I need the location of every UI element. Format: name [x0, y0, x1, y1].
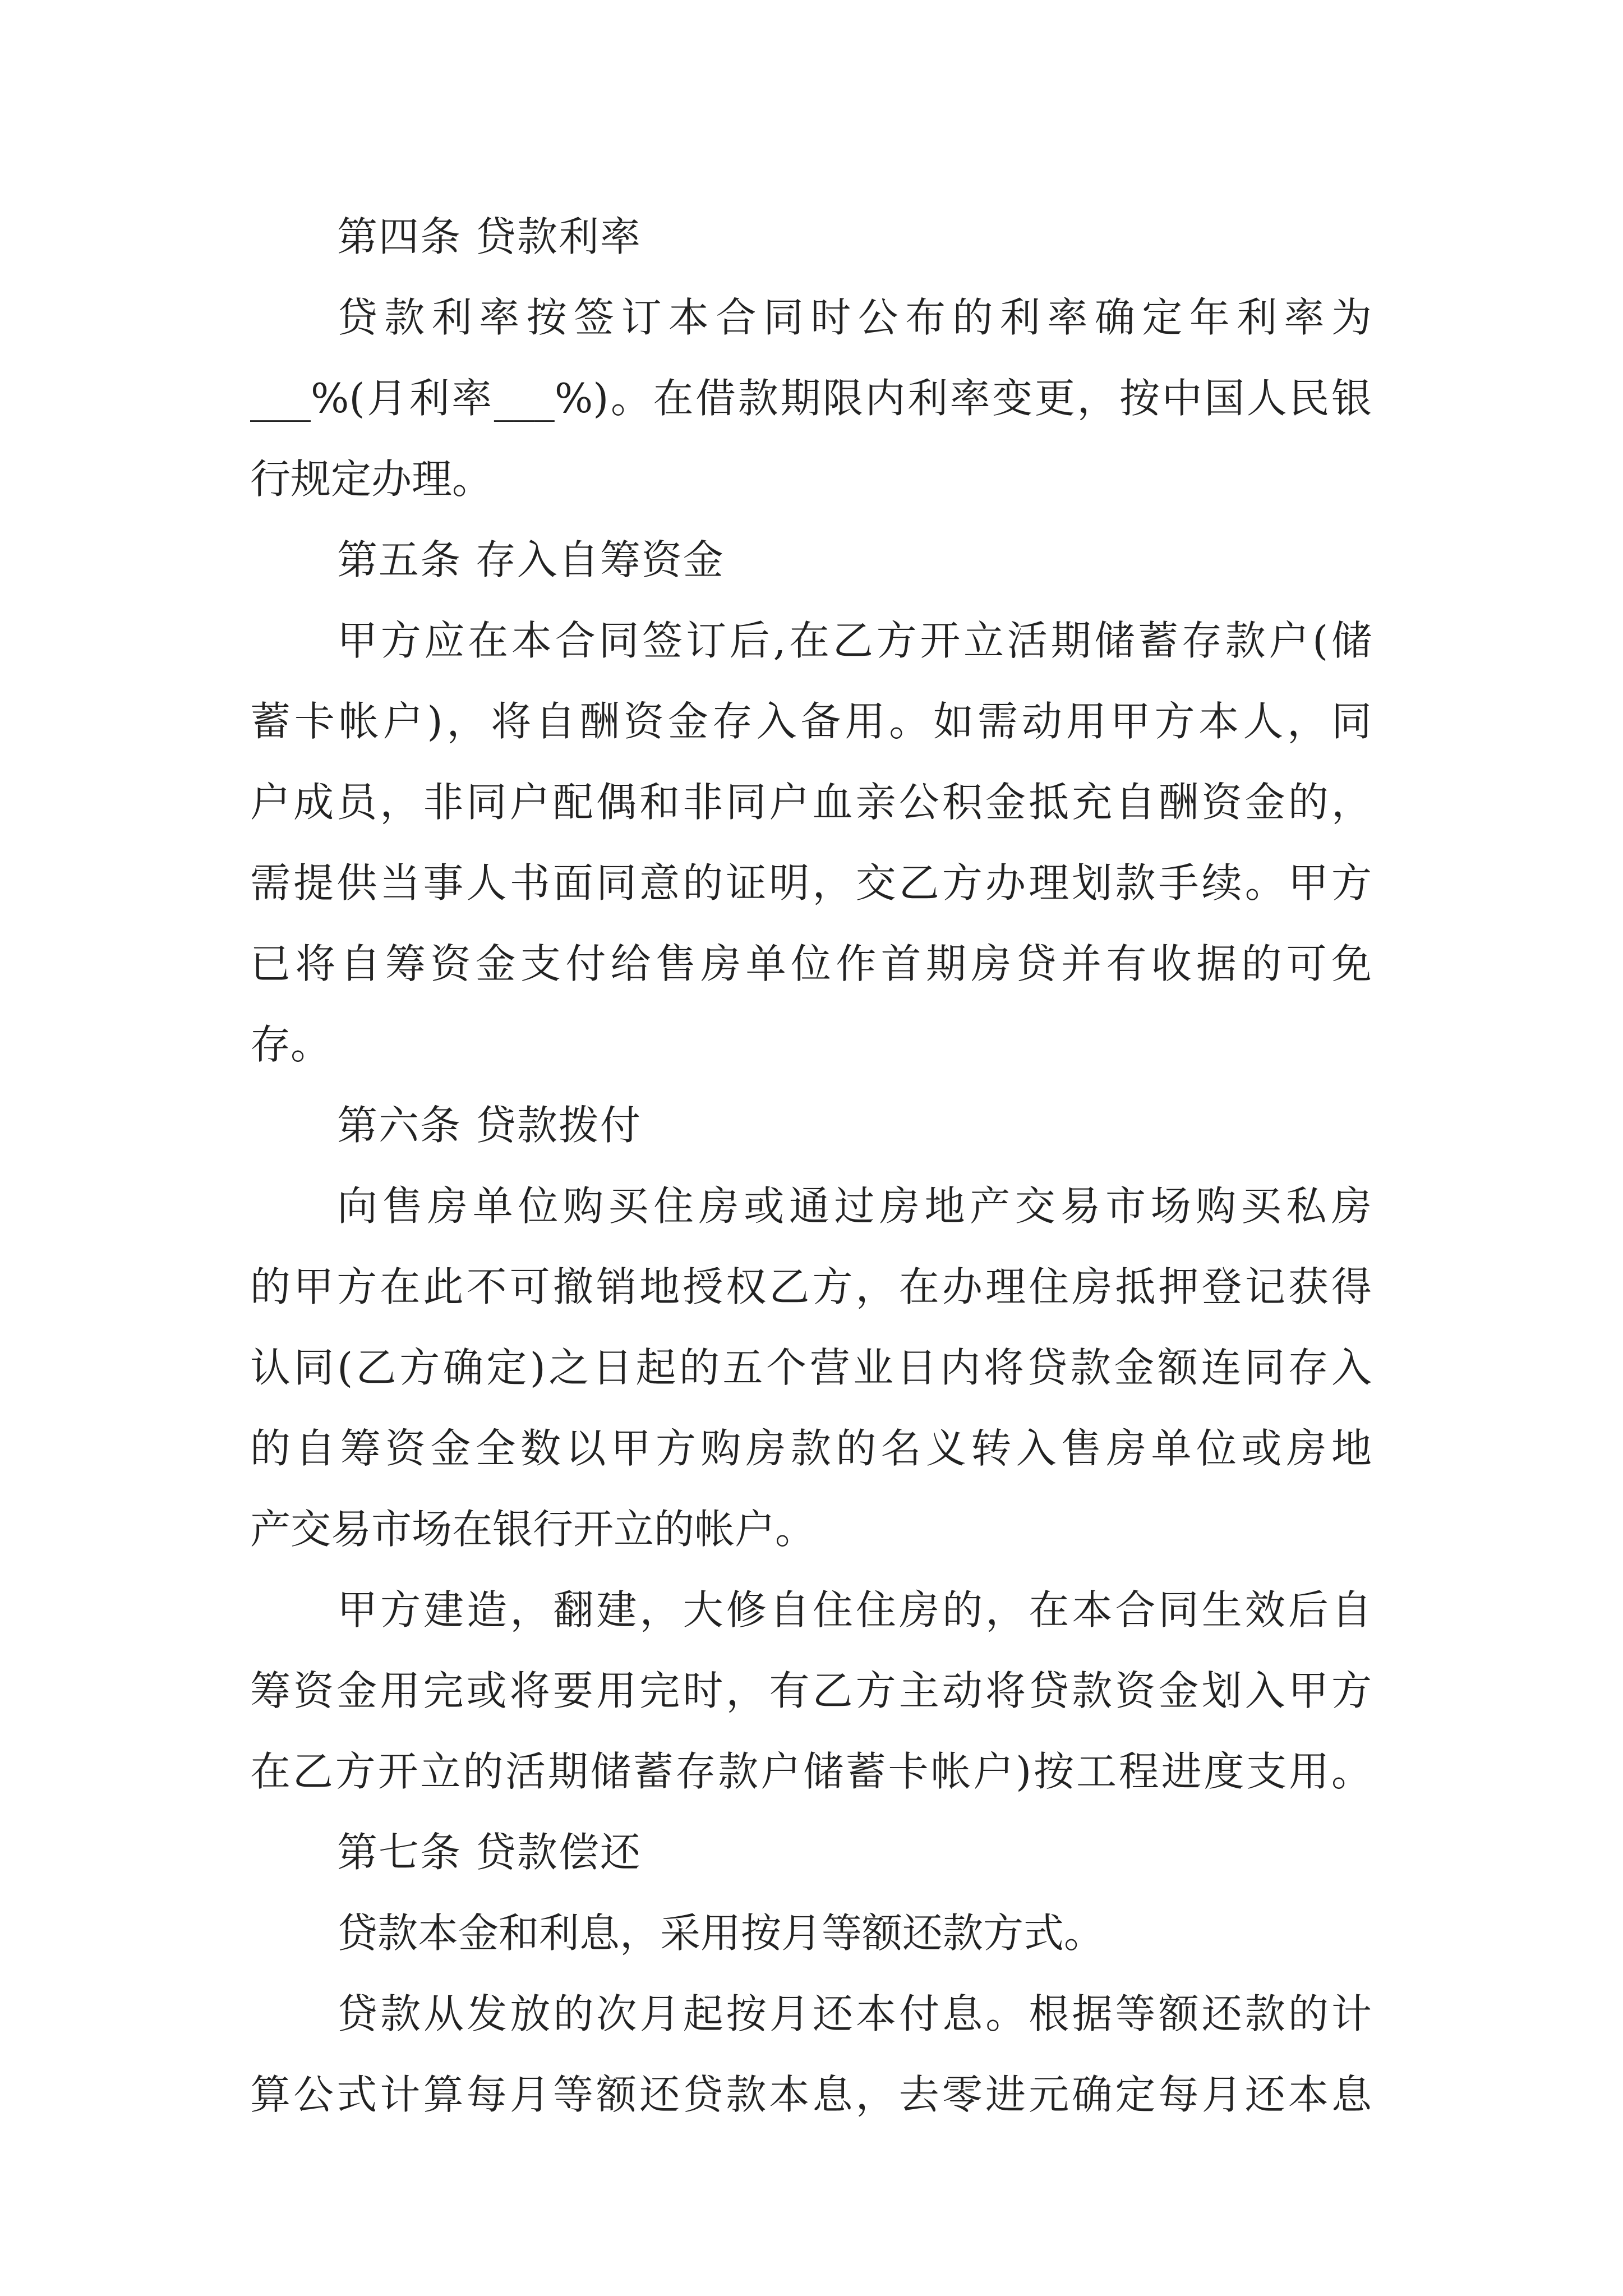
article-6-line-4: 的自筹资金全数以甲方购房款的名义转入售房单位或房地	[250, 1425, 1372, 1472]
document-page	[250, 196, 1372, 2135]
article-7-line-1: 贷款本金和利息，采用按月等额还款方式。	[337, 1910, 1105, 1957]
article-6-para2-line-1: 甲方建造，翻建，大修自住住房的，在本合同生效后自	[337, 1586, 1372, 1634]
article-6-heading: 第六条 贷款拨付	[337, 1102, 642, 1149]
article-6-line-5: 产交易市场在银行开立的帐户。	[250, 1506, 816, 1553]
article-6-para2-line-2: 筹资金用完或将要用完时，有乙方主动将贷款资金划入甲方	[250, 1667, 1372, 1714]
article-6-para2-line-3: 在乙方开立的活期储蓄存款户储蓄卡帐户)按工程进度支用。	[250, 1748, 1372, 1795]
article-5-line-6: 存。	[250, 1021, 331, 1068]
article-7-line-3: 算公式计算每月等额还贷款本息，去零进元确定每月还本息	[250, 2071, 1372, 2118]
article-5-line-5: 已将自筹资金支付给售房单位作首期房贷并有收据的可免	[250, 940, 1372, 987]
article-5-line-1: 甲方应在本合同签订后,在乙方开立活期储蓄存款户(储	[337, 617, 1372, 664]
article-5-line-2: 蓄卡帐户)，将自酬资金存入备用。如需动用甲方本人，同	[250, 698, 1372, 745]
article-4-heading: 第四条 贷款利率	[337, 213, 642, 260]
article-5-heading: 第五条 存入自筹资金	[337, 536, 725, 583]
article-6-line-3: 认同(乙方确定)之日起的五个营业日内将贷款金额连同存入	[250, 1344, 1372, 1391]
article-6-line-2: 的甲方在此不可撤销地授权乙方，在办理住房抵押登记获得	[250, 1263, 1372, 1310]
article-5-line-4: 需提供当事人书面同意的证明，交乙方办理划款手续。甲方	[250, 859, 1372, 907]
article-7-line-2: 贷款从发放的次月起按月还本付息。根据等额还款的计	[337, 1990, 1372, 2037]
article-6-line-1: 向售房单位购买住房或通过房地产交易市场购买私房	[337, 1182, 1372, 1230]
article-4-line-3: 行规定办理。	[250, 455, 493, 503]
article-4-line-2: ___%(月利率___%)。在借款期限内利率变更，按中国人民银	[250, 375, 1372, 422]
article-4-line-1: 贷款利率按签订本合同时公布的利率确定年利率为	[337, 294, 1372, 341]
article-7-heading: 第七条 贷款偿还	[337, 1829, 642, 1876]
article-5-line-3: 户成员，非同户配偶和非同户血亲公积金抵充自酬资金的，	[250, 779, 1372, 826]
